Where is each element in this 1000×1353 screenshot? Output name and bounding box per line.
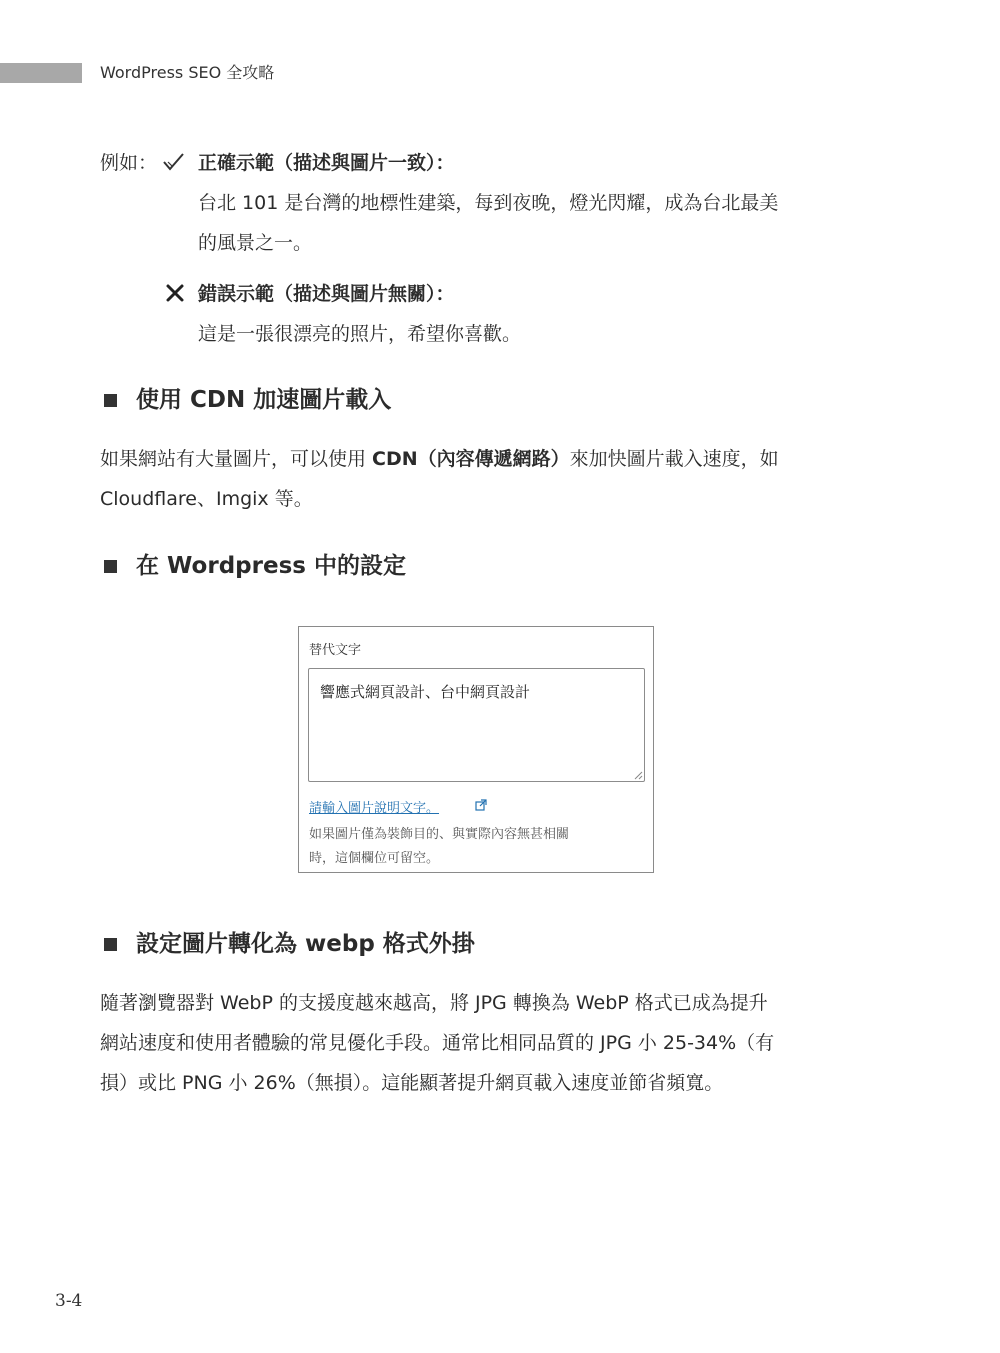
cross-icon — [165, 283, 185, 303]
section-bullet-square — [104, 560, 117, 573]
webp-paragraph-line-2: 網站速度和使用者體驗的常見優化手段。通常比相同品質的 JPG 小 25-34%（有 — [100, 1032, 775, 1054]
example-prefix: 例如： — [100, 152, 158, 174]
cdn-text-after: 來加快圖片載入速度，如 — [569, 448, 779, 470]
section-bullet-square — [104, 938, 117, 951]
section-title-cdn: 使用 CDN 加速圖片載入 — [136, 387, 392, 413]
cdn-paragraph-line-2: Cloudflare、Imgix 等。 — [100, 488, 313, 510]
section-title-webp: 設定圖片轉化為 webp 格式外掛 — [136, 931, 475, 957]
alt-text-label: 替代文字 — [309, 643, 362, 658]
cdn-paragraph-line-1 — [100, 446, 779, 472]
section-bullet-square — [104, 394, 117, 407]
check-icon — [162, 151, 186, 173]
correct-example-heading: 正確示範（描述與圖片一致）： — [198, 152, 455, 174]
correct-example-text-line-2: 的風景之一。 — [198, 232, 313, 254]
webp-paragraph-line-1: 隨著瀏覽器對 WebP 的支援度越來越高，將 JPG 轉換為 WebP 格式已成為提升 — [100, 992, 768, 1014]
alt-text-textarea[interactable] — [308, 668, 645, 782]
wrong-example-heading: 錯誤示範（描述與圖片無關）： — [198, 283, 455, 305]
alt-text-settings-panel — [298, 626, 654, 873]
alt-text-help-description-line-1: 如果圖片僅為裝飾目的、與實際內容無甚相關 — [309, 827, 570, 842]
alt-text-help-description-line-2: 時，這個欄位可留空。 — [309, 851, 440, 866]
cdn-text-bold: CDN（內容傳遞網路） — [372, 448, 570, 470]
section-title-wordpress-settings: 在 Wordpress 中的設定 — [136, 553, 406, 579]
external-link-icon[interactable] — [475, 799, 487, 811]
page-number: 3-4 — [55, 1291, 83, 1311]
wrong-example-text: 這是一張很漂亮的照片，希望你喜歡。 — [198, 323, 522, 345]
correct-example-text-line-1: 台北 101 是台灣的地標性建築，每到夜晚，燈光閃耀，成為台北最美 — [198, 192, 779, 214]
cdn-text-before: 如果網站有大量圖片，可以使用 — [100, 448, 373, 470]
alt-text-value: 響應式網頁設計、台中網頁設計 — [320, 683, 531, 701]
webp-paragraph-line-3: 損）或比 PNG 小 26%（無損）。這能顯著提升網頁載入速度並節省頻寬。 — [100, 1072, 724, 1094]
resize-handle-icon[interactable] — [633, 770, 643, 780]
running-header: WordPress SEO 全攻略 — [100, 63, 275, 82]
alt-text-help-link[interactable]: 請輸入圖片說明文字。 — [309, 801, 440, 816]
header-accent-bar — [0, 63, 82, 83]
